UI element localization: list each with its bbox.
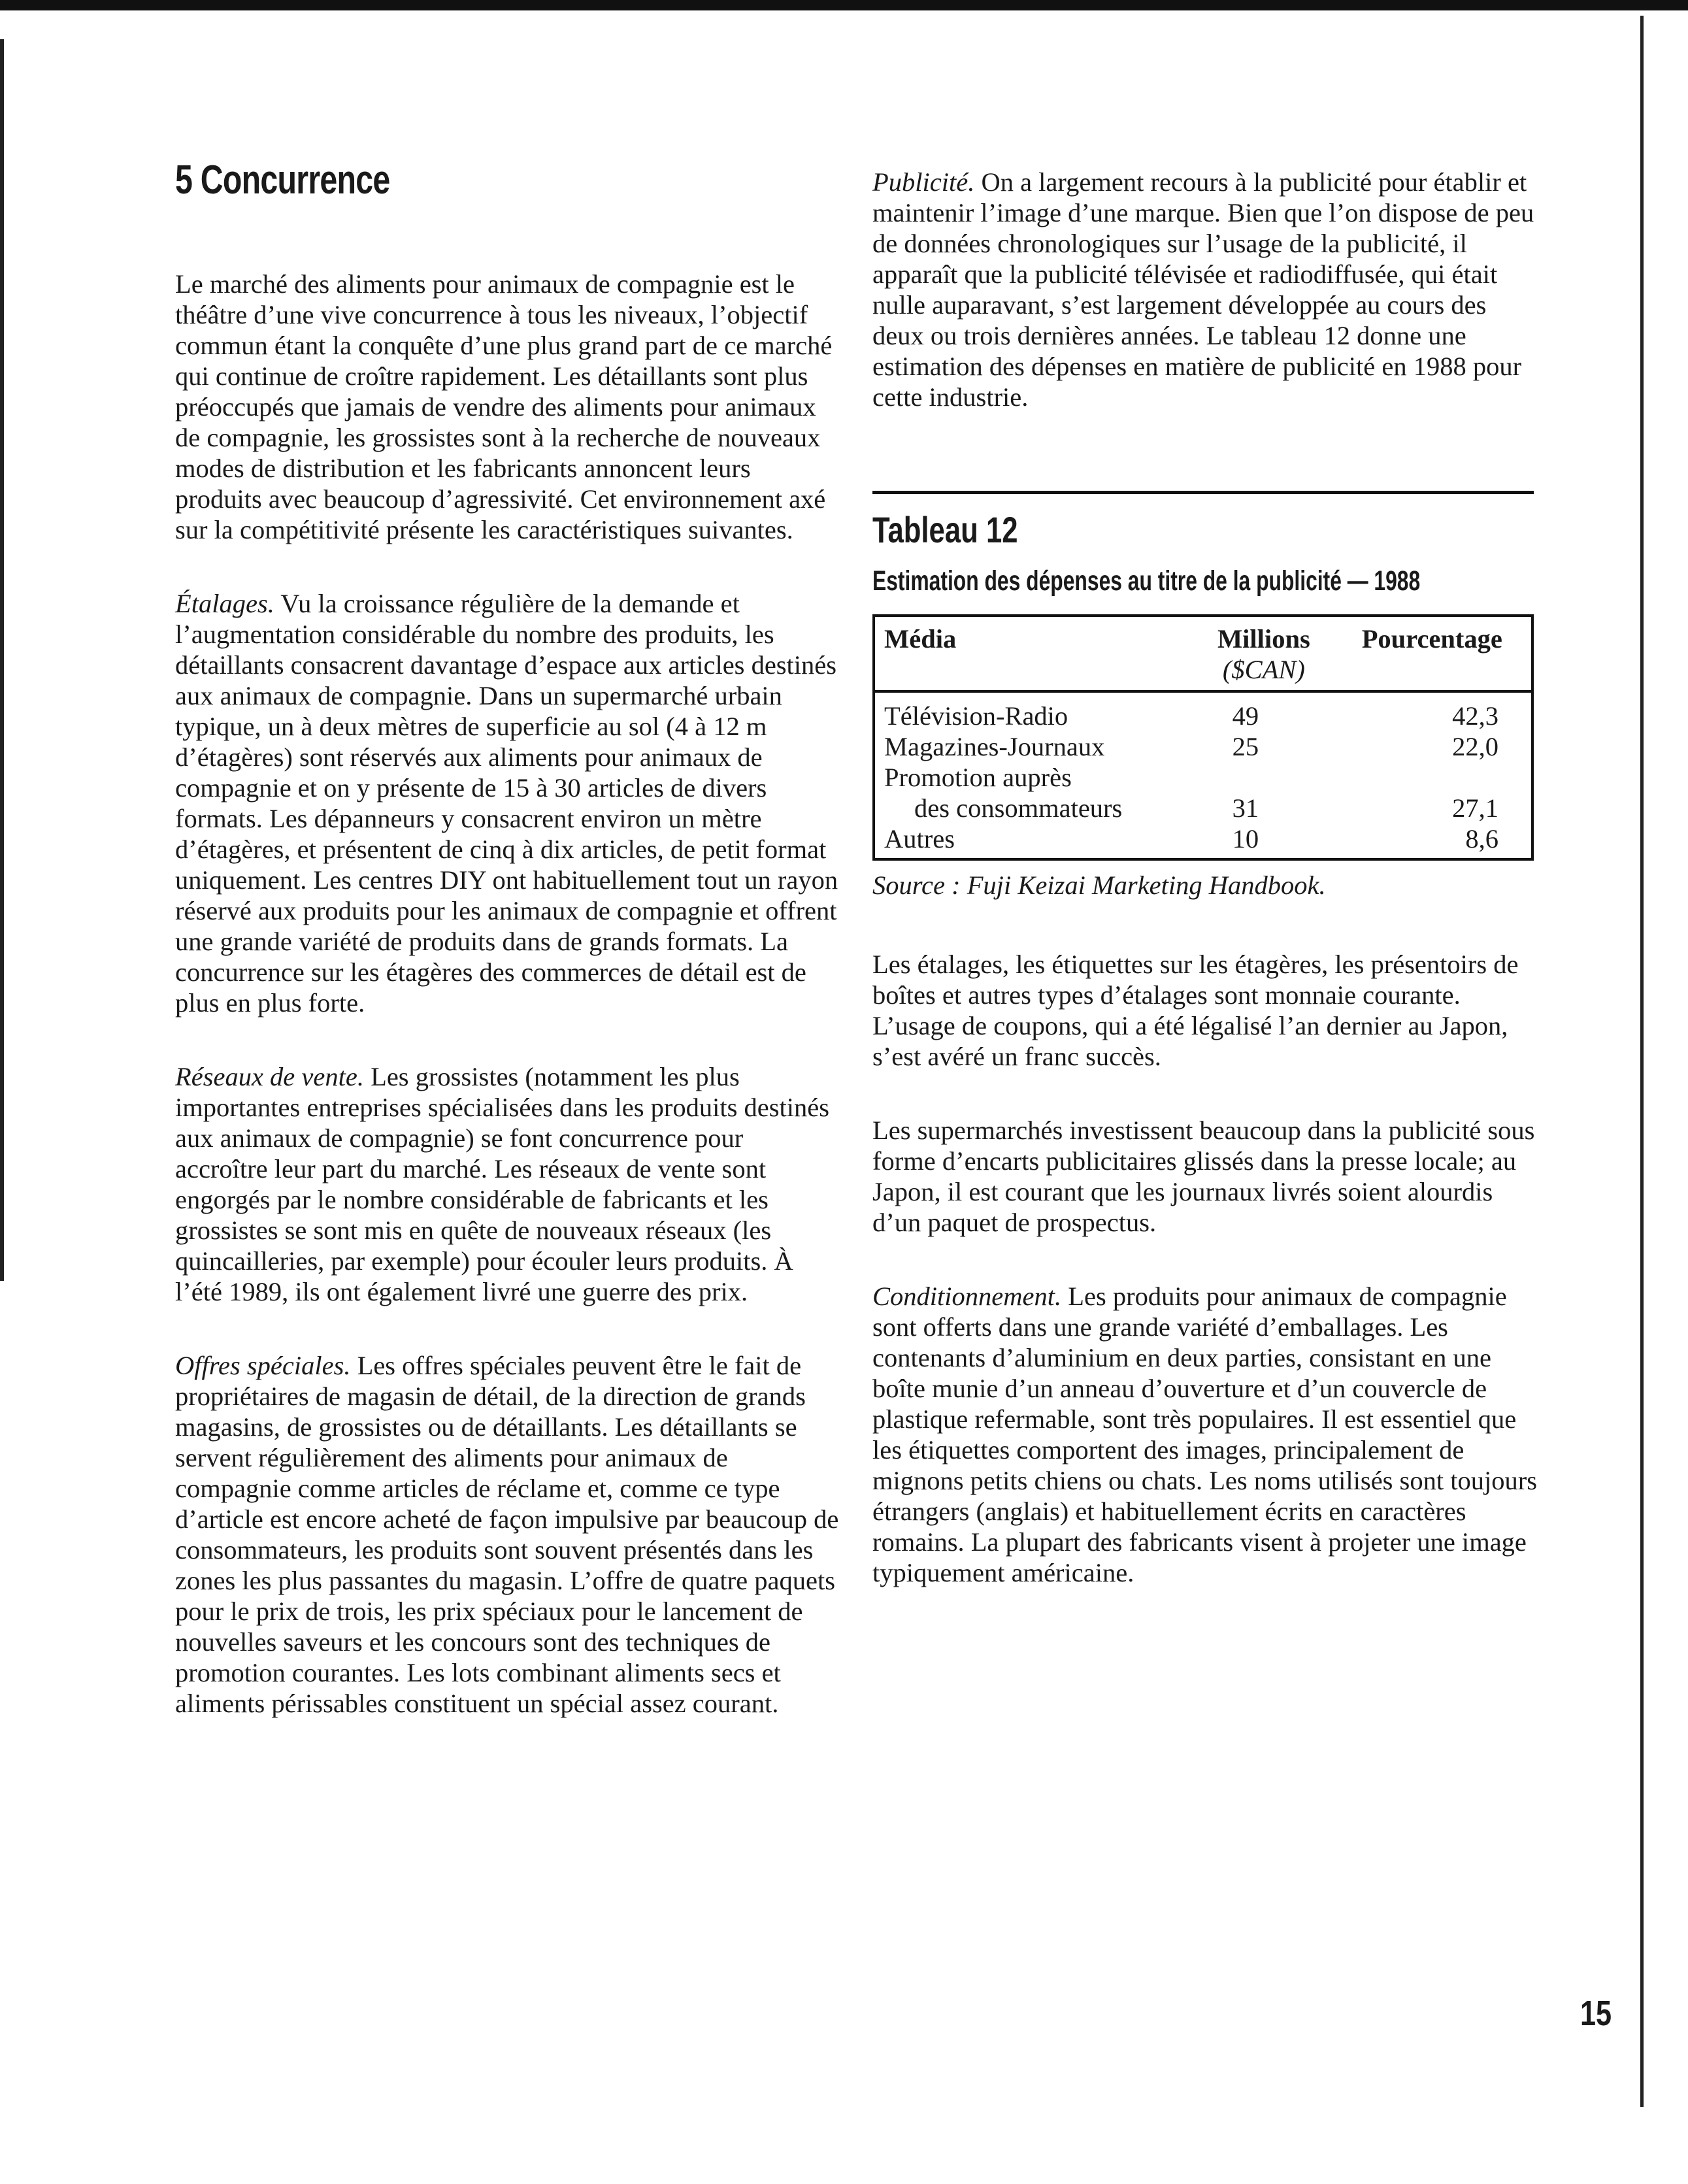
table-row	[874, 691, 1532, 731]
advertising-spend-table	[872, 614, 1534, 861]
conditionnement-text: Les produits pour animaux de compagnie sont offerts dans une grande variété d’emballages. Les contenants d’aluminium en deux parties, consistant en une boîte munie d’un anneau d’ouverture et d’un couvercle de plastique refermable, sont très populaires. Il est essentiel que les étiquettes comportent des images, principalement de mignons petits chiens ou chats. Les noms utilisés sont toujours étrangers (anglais) et habituellement écrits en caractères romains. La plupart des fabricants visent à projeter une image typiquement américaine.	[872, 1282, 1537, 1587]
row-percent: 27,1	[1452, 793, 1498, 823]
etalages-text: Vu la croissance régulière de la demande et l’augmentation considérable du nombre des produits, les détaillants consacrent davantage d’espace aux articles destinés aux animaux de compagnie. Dans un supermarché urbain typique, un à deux mètres de superficie au sol (4 à 12 m d’étagères) sont réservés aux aliments pour animaux de compagnie et on y présente de 15 à 30 articles de divers formats. Les dépanneurs y consacrent environ un mètre d’étagères, et présentent de cinq à dix articles, de petit format uniquement. Les centres DIY ont habituellement tout un rayon réservé aux produits pour les animaux de compagnie et offrent une grande variété de produits dans de grands formats. La concurrence sur les étagères des commerces de détail est de plus en plus forte.	[175, 589, 838, 1018]
table-source: Source : Fuji Keizai Marketing Handbook.	[872, 870, 1326, 900]
conditionnement-lead: Conditionnement.	[872, 1282, 1062, 1311]
row-millions: 10	[1232, 824, 1259, 853]
intro-paragraph: Le marché des aliments pour animaux de compagnie est le théâtre d’une vive concurrence à tous les niveaux, l’objectif commun étant la conquête d’une plus grand part de ce marché qui continue de croître rapidement. Les détaillants sont plus préoccupés que jamais de vendre des aliments pour animaux de compagnie, les grossistes sont à la recherche de nouveaux modes de distribution et les fabricants annoncent leurs produits avec beaucoup d’agressivité. Cet environnement axé sur la compétitivité présente les caractéristiques suivantes.	[175, 269, 833, 544]
reseaux-paragraph	[175, 1061, 842, 1307]
row-millions: 31	[1232, 793, 1259, 823]
scan-right-border	[1640, 16, 1644, 2107]
conditionnement-paragraph	[872, 1281, 1539, 1588]
header-percent: Pourcentage	[1333, 616, 1532, 691]
row-media: Autres	[884, 824, 955, 853]
offres-paragraph	[175, 1350, 842, 1719]
supermarches-paragraph: Les supermarchés investissent beaucoup dans la publicité sous forme d’encarts publicitaires glissés dans la presse locale; au Japon, il est courant que les journaux livrés soient alourdis d’un paquet de prospectus.	[872, 1116, 1535, 1237]
row-media: Magazines-Journaux	[884, 732, 1105, 761]
row-millions: 49	[1232, 701, 1259, 731]
header-millions-unit: ($CAN)	[1222, 655, 1305, 684]
table-label: Tableau 12	[872, 509, 1018, 550]
right-column	[872, 167, 1539, 1631]
table-top-rule	[872, 491, 1534, 494]
section-heading: 5 Concurrence	[175, 157, 390, 203]
row-percent: 42,3	[1452, 701, 1498, 731]
scan-top-border	[0, 0, 1688, 10]
row-millions: 25	[1232, 732, 1259, 761]
header-millions-label: Millions	[1217, 624, 1310, 654]
reseaux-lead: Réseaux de vente.	[175, 1062, 364, 1091]
etalages-coupons-paragraph: Les étalages, les étiquettes sur les étagères, les présentoirs de boîtes et autres types d’étalages sont monnaie courante. L’usage de coupons, qui a été légalisé l’an dernier au Japon, s’est avéré un franc succès.	[872, 950, 1519, 1071]
publicite-text: On a largement recours à la publicité pour établir et maintenir l’image d’une marque. Bien que l’on dispose de peu de données chronologiques sur l’usage de la publicité, il apparaît que la publicité télévisée et radiodiffusée, qui était nulle auparavant, s’est largement développée au cours des deux ou trois dernières années. Le tableau 12 donne une estimation des dépenses en matière de publicité en 1988 pour cette industrie.	[872, 167, 1534, 412]
scan-left-border	[0, 39, 4, 1281]
publicite-paragraph	[872, 167, 1539, 412]
table-row	[874, 823, 1532, 859]
left-column	[175, 157, 842, 1762]
table-row	[874, 731, 1532, 762]
table-row	[874, 762, 1532, 793]
etalages-paragraph	[175, 588, 842, 1018]
row-percent: 22,0	[1452, 732, 1498, 761]
offres-text: Les offres spéciales peuvent être le fait de propriétaires de magasin de détail, de la direction de grands magasins, de grossistes ou de détaillants. Les détaillants se servent régulièrement des aliments pour animaux de compagnie comme articles de réclame et, comme ce type d’article est encore acheté de façon impulsive par beaucoup de consommateurs, les produits sont souvent présentés dans les zones les plus passantes du magasin. L’offre de quatre paquets pour le prix de trois, les prix spéciaux pour le lancement de nouvelles saveurs et les concours sont des techniques de promotion courantes. Les lots combinant aliments secs et aliments périssables constituent un spécial assez courant.	[175, 1351, 839, 1718]
table-row	[874, 793, 1532, 823]
offres-lead: Offres spéciales.	[175, 1351, 351, 1380]
row-media: Télévision-Radio	[884, 701, 1068, 731]
row-media: Promotion auprès	[884, 763, 1072, 792]
table-header-row	[874, 616, 1532, 691]
header-media: Média	[874, 616, 1195, 691]
row-millions	[1195, 762, 1332, 793]
publicite-lead: Publicité.	[872, 167, 975, 197]
etalages-lead: Étalages.	[175, 589, 274, 618]
reseaux-text: Les grossistes (notamment les plus importantes entreprises spécialisées dans les produits destinés aux animaux de compagnie) se font concurrence pour accroître leur part du marché. Les réseaux de vente sont engorgés par le nombre considérable de fabricants et les grossistes se sont mis en quête de nouveaux réseaux (les quincailleries, par exemple) pour écouler leurs produits. À l’été 1989, ils ont également livré une guerre des prix.	[175, 1062, 830, 1306]
row-percent	[1333, 762, 1532, 793]
row-percent: 8,6	[1465, 824, 1498, 853]
page-number: 15	[1580, 1994, 1612, 2033]
table-caption: Estimation des dépenses au titre de la publicité — 1988	[872, 565, 1421, 597]
row-media: des consommateurs	[914, 793, 1123, 823]
header-millions	[1195, 616, 1332, 691]
